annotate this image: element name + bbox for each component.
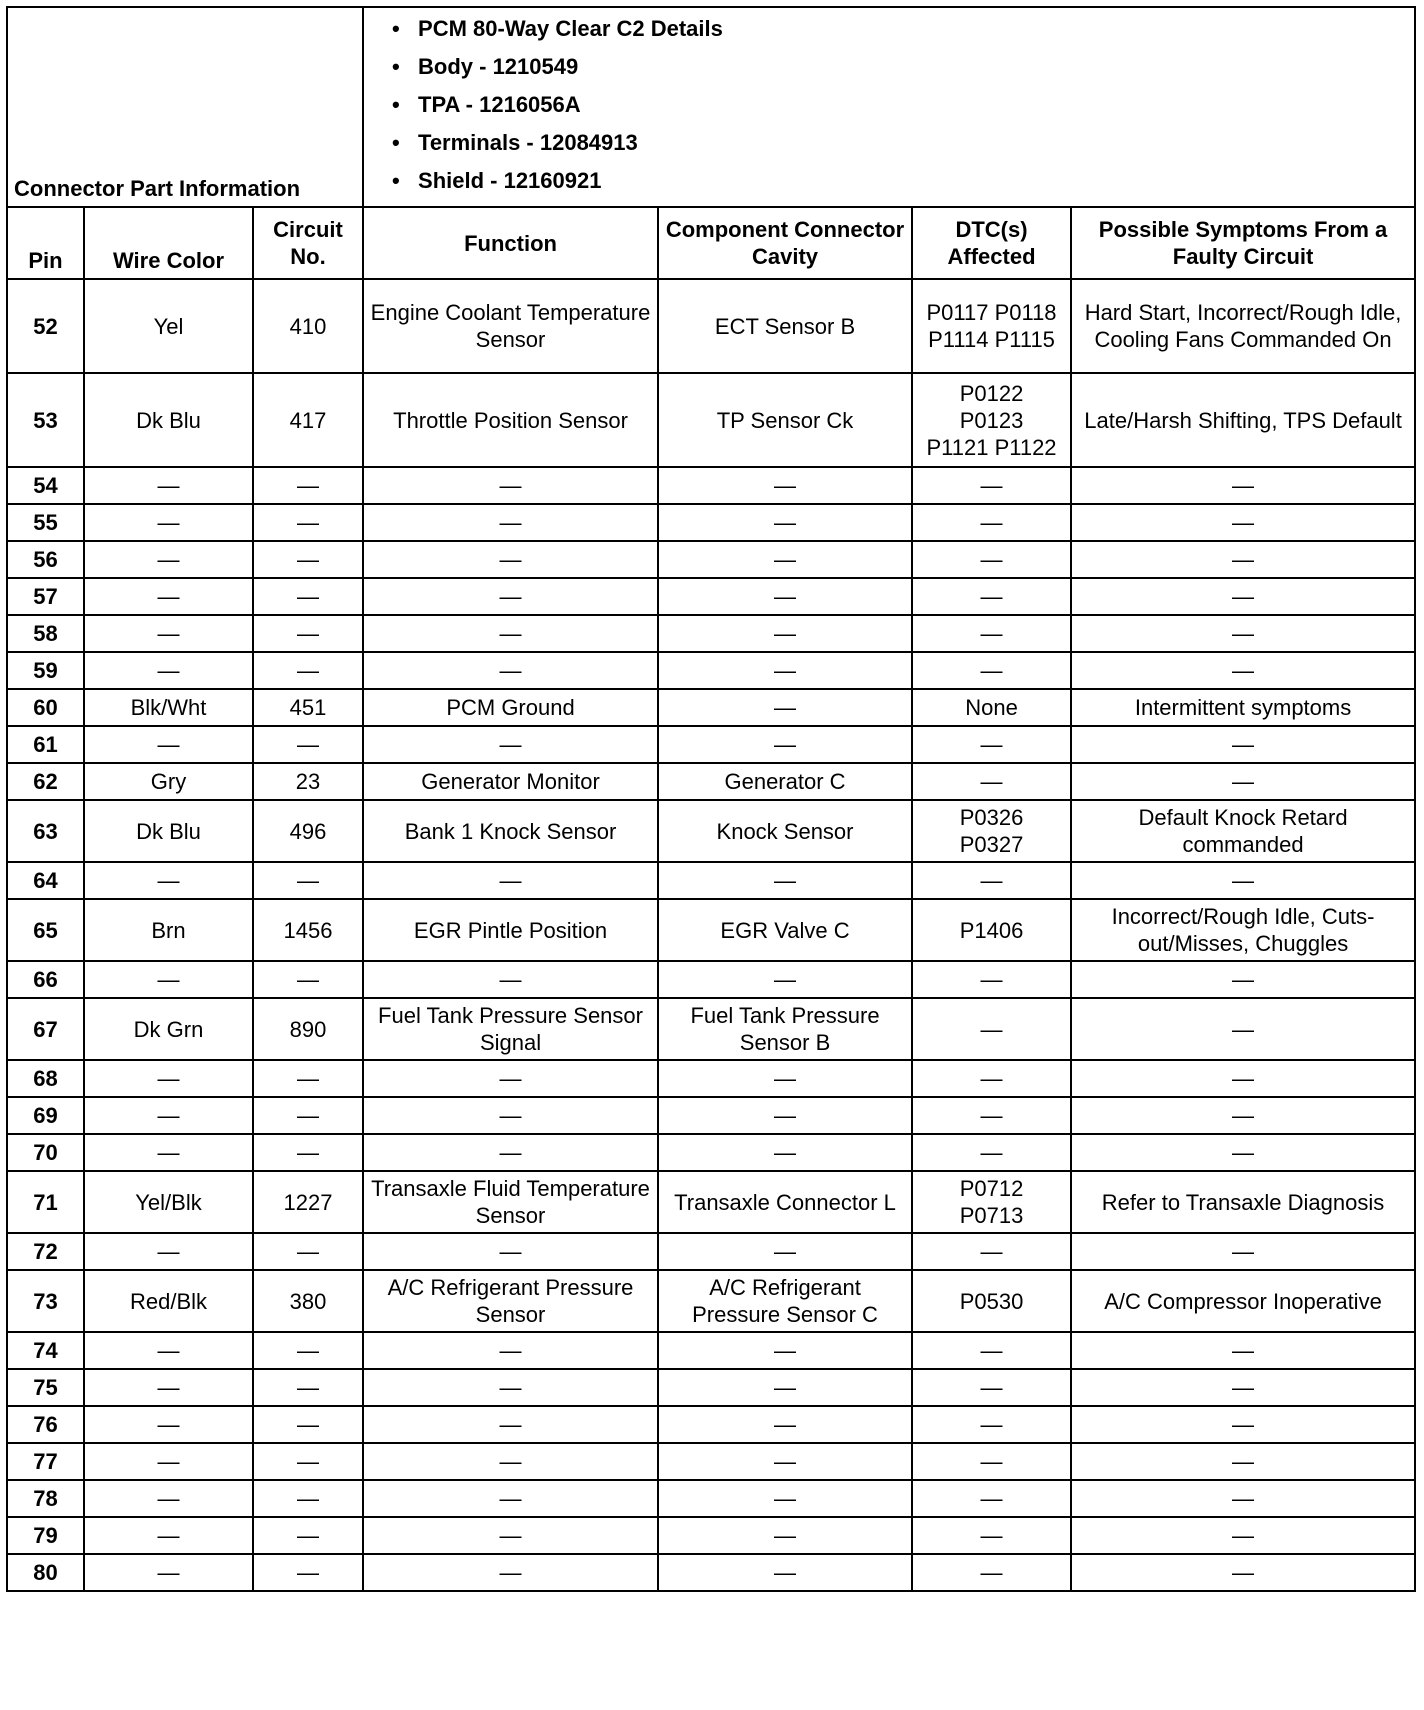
pin-cell: 67	[7, 998, 84, 1060]
wire-color-cell: Dk Blu	[84, 373, 253, 467]
dtcs-affected-cell	[912, 1517, 1071, 1554]
table-row	[7, 763, 1415, 800]
dtcs-affected-cell	[912, 1233, 1071, 1270]
dtc-code: —	[980, 769, 1003, 794]
dtcs-affected-cell	[912, 1332, 1071, 1369]
component-connector-cavity-cell: TP Sensor Ck	[658, 373, 912, 467]
circuit-no-cell: —	[253, 652, 363, 689]
component-connector-cavity-cell: —	[658, 652, 912, 689]
function-cell: —	[363, 467, 658, 504]
circuit-no-cell: 23	[253, 763, 363, 800]
function-cell: —	[363, 1097, 658, 1134]
pin-cell: 73	[7, 1270, 84, 1332]
wire-color-cell: Dk Blu	[84, 800, 253, 862]
col-header-pin: Pin	[7, 207, 84, 279]
part-detail-shield: • Shield - 12160921	[392, 164, 1414, 202]
dtc-code: P0117 P0118	[926, 300, 1057, 325]
function-cell: Transaxle Fluid Temperature Sensor	[363, 1171, 658, 1233]
wire-color-cell: —	[84, 541, 253, 578]
circuit-no-cell: —	[253, 467, 363, 504]
circuit-no-cell: 1227	[253, 1171, 363, 1233]
function-cell: —	[363, 652, 658, 689]
possible-symptoms-cell: —	[1071, 504, 1415, 541]
dtcs-affected-cell	[912, 652, 1071, 689]
component-connector-cavity-cell: A/C Refrigerant Pressure Sensor C	[658, 1270, 912, 1332]
pin-cell: 74	[7, 1332, 84, 1369]
wire-color-cell: —	[84, 961, 253, 998]
circuit-no-cell: —	[253, 1406, 363, 1443]
dtc-code: P0327	[959, 832, 1024, 857]
part-detail-body: • Body - 1210549	[392, 50, 1414, 88]
dtc-code: —	[980, 1066, 1003, 1091]
possible-symptoms-cell: —	[1071, 1097, 1415, 1134]
component-connector-cavity-cell: Generator C	[658, 763, 912, 800]
dtc-code: —	[980, 584, 1003, 609]
wire-color-cell: —	[84, 1134, 253, 1171]
dtc-code: —	[980, 1449, 1003, 1474]
wire-color-cell: Yel/Blk	[84, 1171, 253, 1233]
wire-color-cell: Red/Blk	[84, 1270, 253, 1332]
circuit-no-cell: 380	[253, 1270, 363, 1332]
dtc-code: P0530	[959, 1288, 1024, 1314]
table-row	[7, 504, 1415, 541]
table-row	[7, 1369, 1415, 1406]
wire-color-cell: —	[84, 1554, 253, 1591]
dtcs-affected-cell	[912, 373, 1071, 467]
circuit-no-cell: 451	[253, 689, 363, 726]
component-connector-cavity-cell: —	[658, 1332, 912, 1369]
col-header-wire-color: Wire Color	[84, 207, 253, 279]
circuit-no-cell: —	[253, 1097, 363, 1134]
possible-symptoms-cell: —	[1071, 1554, 1415, 1591]
connector-document	[6, 6, 1416, 1592]
dtc-code: —	[980, 658, 1003, 683]
pin-cell: 75	[7, 1369, 84, 1406]
dtcs-affected-cell	[912, 1369, 1071, 1406]
possible-symptoms-cell: —	[1071, 541, 1415, 578]
dtcs-affected-cell	[912, 1480, 1071, 1517]
pin-cell: 79	[7, 1517, 84, 1554]
function-cell: —	[363, 1480, 658, 1517]
possible-symptoms-cell: Refer to Transaxle Diagnosis	[1071, 1171, 1415, 1233]
function-cell: —	[363, 961, 658, 998]
pinout-rows	[7, 279, 1415, 1591]
dtcs-affected-cell	[912, 689, 1071, 726]
pin-cell: 78	[7, 1480, 84, 1517]
circuit-no-cell: —	[253, 1369, 363, 1406]
dtcs-affected-cell	[912, 862, 1071, 899]
function-cell: —	[363, 504, 658, 541]
dtcs-affected-cell	[912, 800, 1071, 862]
table-row	[7, 961, 1415, 998]
wire-color-cell: —	[84, 1480, 253, 1517]
dtc-code: P0712	[959, 1176, 1024, 1201]
table-row	[7, 689, 1415, 726]
component-connector-cavity-cell: —	[658, 615, 912, 652]
circuit-no-cell: —	[253, 615, 363, 652]
function-cell: —	[363, 1517, 658, 1554]
pin-cell: 69	[7, 1097, 84, 1134]
dtc-code: P0326	[959, 805, 1024, 830]
wire-color-cell: —	[84, 726, 253, 763]
possible-symptoms-cell: —	[1071, 1233, 1415, 1270]
pin-cell: 65	[7, 899, 84, 961]
possible-symptoms-cell: —	[1071, 615, 1415, 652]
wire-color-cell: —	[84, 467, 253, 504]
dtcs-affected-cell	[912, 998, 1071, 1060]
function-cell: —	[363, 578, 658, 615]
pin-cell: 63	[7, 800, 84, 862]
column-header-row	[7, 207, 1415, 279]
component-connector-cavity-cell: EGR Valve C	[658, 899, 912, 961]
table-row	[7, 1060, 1415, 1097]
wire-color-cell: Brn	[84, 899, 253, 961]
wire-color-cell: Yel	[84, 279, 253, 373]
function-cell: —	[363, 1406, 658, 1443]
possible-symptoms-cell: —	[1071, 1134, 1415, 1171]
table-row	[7, 615, 1415, 652]
possible-symptoms-cell: —	[1071, 578, 1415, 615]
pin-cell: 66	[7, 961, 84, 998]
component-connector-cavity-cell: —	[658, 1233, 912, 1270]
possible-symptoms-cell: —	[1071, 763, 1415, 800]
function-cell: —	[363, 726, 658, 763]
component-connector-cavity-cell: —	[658, 578, 912, 615]
circuit-no-cell: —	[253, 504, 363, 541]
dtc-code: P1121 P1122	[926, 434, 1057, 460]
possible-symptoms-cell: —	[1071, 998, 1415, 1060]
table-row	[7, 1554, 1415, 1591]
component-connector-cavity-cell: —	[658, 504, 912, 541]
component-connector-cavity-cell: —	[658, 1443, 912, 1480]
component-connector-cavity-cell: —	[658, 1406, 912, 1443]
circuit-no-cell: —	[253, 1060, 363, 1097]
function-cell: A/C Refrigerant Pressure Sensor	[363, 1270, 658, 1332]
circuit-no-cell: —	[253, 1332, 363, 1369]
circuit-no-cell: —	[253, 1480, 363, 1517]
wire-color-cell: Gry	[84, 763, 253, 800]
pin-cell: 76	[7, 1406, 84, 1443]
component-connector-cavity-cell: —	[658, 961, 912, 998]
circuit-no-cell: —	[253, 1134, 363, 1171]
possible-symptoms-cell: Late/Harsh Shifting, TPS Default	[1071, 373, 1415, 467]
part-details-list	[392, 12, 1414, 202]
col-header-possible-symptoms: Possible Symptoms From a Faulty Circuit	[1071, 207, 1415, 279]
dtc-code: —	[980, 1412, 1003, 1437]
function-cell: —	[363, 615, 658, 652]
pin-cell: 71	[7, 1171, 84, 1233]
pin-cell: 55	[7, 504, 84, 541]
table-row	[7, 279, 1415, 373]
component-connector-cavity-cell: —	[658, 1554, 912, 1591]
wire-color-cell: —	[84, 1097, 253, 1134]
pin-cell: 80	[7, 1554, 84, 1591]
circuit-no-cell: 417	[253, 373, 363, 467]
circuit-no-cell: —	[253, 578, 363, 615]
table-row	[7, 467, 1415, 504]
dtc-code: P0713	[959, 1203, 1024, 1228]
function-cell: —	[363, 1443, 658, 1480]
possible-symptoms-cell: —	[1071, 1480, 1415, 1517]
table-row	[7, 541, 1415, 578]
table-row	[7, 1171, 1415, 1233]
dtcs-affected-cell	[912, 1097, 1071, 1134]
component-connector-cavity-cell: —	[658, 541, 912, 578]
function-cell: PCM Ground	[363, 689, 658, 726]
wire-color-cell: —	[84, 504, 253, 541]
dtc-code: —	[980, 732, 1003, 757]
table-row	[7, 652, 1415, 689]
possible-symptoms-cell: Default Knock Retard commanded	[1071, 800, 1415, 862]
connector-part-info-details	[363, 7, 1415, 207]
function-cell: —	[363, 1233, 658, 1270]
pin-cell: 64	[7, 862, 84, 899]
component-connector-cavity-cell: —	[658, 689, 912, 726]
dtcs-affected-cell	[912, 279, 1071, 373]
pin-cell: 70	[7, 1134, 84, 1171]
wire-color-cell: Dk Grn	[84, 998, 253, 1060]
component-connector-cavity-cell: —	[658, 862, 912, 899]
component-connector-cavity-cell: —	[658, 467, 912, 504]
circuit-no-cell: 1456	[253, 899, 363, 961]
function-cell: —	[363, 1134, 658, 1171]
function-cell: —	[363, 1554, 658, 1591]
circuit-no-cell: —	[253, 541, 363, 578]
possible-symptoms-cell: Intermittent symptoms	[1071, 689, 1415, 726]
possible-symptoms-cell: A/C Compressor Inoperative	[1071, 1270, 1415, 1332]
dtcs-affected-cell	[912, 1443, 1071, 1480]
wire-color-cell: —	[84, 1233, 253, 1270]
pin-cell: 57	[7, 578, 84, 615]
pin-cell: 77	[7, 1443, 84, 1480]
possible-symptoms-cell: —	[1071, 652, 1415, 689]
table-row	[7, 1097, 1415, 1134]
component-connector-cavity-cell: —	[658, 1134, 912, 1171]
possible-symptoms-cell: —	[1071, 1406, 1415, 1443]
component-connector-cavity-cell: —	[658, 1097, 912, 1134]
possible-symptoms-cell: Hard Start, Incorrect/Rough Idle, Cooling Fans Commanded On	[1071, 279, 1415, 373]
component-connector-cavity-cell: —	[658, 726, 912, 763]
component-connector-cavity-cell: —	[658, 1369, 912, 1406]
table-row	[7, 800, 1415, 862]
wire-color-cell: Blk/Wht	[84, 689, 253, 726]
function-cell: —	[363, 1369, 658, 1406]
dtc-code: —	[980, 1140, 1003, 1165]
wire-color-cell: —	[84, 652, 253, 689]
possible-symptoms-cell: —	[1071, 467, 1415, 504]
dtcs-affected-cell	[912, 467, 1071, 504]
dtc-code: —	[980, 510, 1003, 535]
col-header-circuit-no: Circuit No.	[253, 207, 363, 279]
component-connector-cavity-cell: —	[658, 1480, 912, 1517]
possible-symptoms-cell: —	[1071, 1443, 1415, 1480]
wire-color-cell: —	[84, 1369, 253, 1406]
dtc-code: —	[980, 1239, 1003, 1264]
pin-cell: 68	[7, 1060, 84, 1097]
dtcs-affected-cell	[912, 1171, 1071, 1233]
component-connector-cavity-cell: ECT Sensor B	[658, 279, 912, 373]
circuit-no-cell: —	[253, 1233, 363, 1270]
connector-pinout-table	[6, 6, 1416, 1592]
possible-symptoms-cell: —	[1071, 1369, 1415, 1406]
possible-symptoms-cell: —	[1071, 1517, 1415, 1554]
circuit-no-cell: —	[253, 862, 363, 899]
table-row	[7, 578, 1415, 615]
table-row	[7, 1233, 1415, 1270]
col-header-function: Function	[363, 207, 658, 279]
possible-symptoms-cell: —	[1071, 862, 1415, 899]
dtc-code: —	[980, 967, 1003, 992]
circuit-no-cell: —	[253, 1517, 363, 1554]
dtcs-affected-cell	[912, 1134, 1071, 1171]
dtcs-affected-cell	[912, 899, 1071, 961]
table-row	[7, 1443, 1415, 1480]
dtc-code: —	[980, 868, 1003, 893]
pin-cell: 58	[7, 615, 84, 652]
table-row	[7, 1406, 1415, 1443]
pin-cell: 59	[7, 652, 84, 689]
table-row	[7, 373, 1415, 467]
function-cell: —	[363, 862, 658, 899]
dtc-code: P0123	[959, 407, 1024, 433]
wire-color-cell: —	[84, 1060, 253, 1097]
function-cell: Throttle Position Sensor	[363, 373, 658, 467]
dtcs-affected-cell	[912, 1406, 1071, 1443]
possible-symptoms-cell: Incorrect/Rough Idle, Cuts-out/Misses, Chuggles	[1071, 899, 1415, 961]
dtc-code: —	[980, 1486, 1003, 1511]
wire-color-cell: —	[84, 615, 253, 652]
connector-part-info-label: Connector Part Information	[7, 7, 363, 207]
function-cell: —	[363, 541, 658, 578]
component-connector-cavity-cell: —	[658, 1517, 912, 1554]
col-header-dtcs-affected: DTC(s) Affected	[912, 207, 1071, 279]
dtc-code: —	[980, 1016, 1003, 1042]
dtc-code: None	[965, 695, 1018, 720]
function-cell: Bank 1 Knock Sensor	[363, 800, 658, 862]
possible-symptoms-cell: —	[1071, 961, 1415, 998]
circuit-no-cell: —	[253, 1443, 363, 1480]
dtc-code: P0122	[959, 380, 1024, 406]
dtcs-affected-cell	[912, 578, 1071, 615]
wire-color-cell: —	[84, 1443, 253, 1480]
wire-color-cell: —	[84, 1406, 253, 1443]
col-header-component-connector-cavity: Component Connector Cavity	[658, 207, 912, 279]
dtcs-affected-cell	[912, 961, 1071, 998]
dtcs-affected-cell	[912, 1060, 1071, 1097]
dtcs-affected-cell	[912, 541, 1071, 578]
dtc-code: P1114 P1115	[928, 327, 1055, 352]
function-cell: Generator Monitor	[363, 763, 658, 800]
pin-cell: 61	[7, 726, 84, 763]
pin-cell: 72	[7, 1233, 84, 1270]
part-detail-terminals: • Terminals - 12084913	[392, 126, 1414, 164]
wire-color-cell: —	[84, 578, 253, 615]
component-connector-cavity-cell: Knock Sensor	[658, 800, 912, 862]
pin-cell: 54	[7, 467, 84, 504]
component-connector-cavity-cell: Fuel Tank Pressure Sensor B	[658, 998, 912, 1060]
part-detail-tpa: • TPA - 1216056A	[392, 88, 1414, 126]
possible-symptoms-cell: —	[1071, 726, 1415, 763]
table-row	[7, 1270, 1415, 1332]
table-row	[7, 726, 1415, 763]
dtcs-affected-cell	[912, 726, 1071, 763]
component-connector-cavity-cell: Transaxle Connector L	[658, 1171, 912, 1233]
dtc-code: —	[980, 473, 1003, 498]
dtc-code: —	[980, 1523, 1003, 1548]
function-cell: Engine Coolant Temperature Sensor	[363, 279, 658, 373]
table-row	[7, 998, 1415, 1060]
table-row	[7, 1332, 1415, 1369]
table-row	[7, 1517, 1415, 1554]
wire-color-cell: —	[84, 862, 253, 899]
dtc-code: —	[980, 547, 1003, 572]
dtc-code: P1406	[959, 917, 1024, 943]
dtcs-affected-cell	[912, 763, 1071, 800]
dtc-code: —	[980, 1375, 1003, 1400]
circuit-no-cell: —	[253, 726, 363, 763]
dtcs-affected-cell	[912, 504, 1071, 541]
dtcs-affected-cell	[912, 1270, 1071, 1332]
function-cell: EGR Pintle Position	[363, 899, 658, 961]
dtc-code: —	[980, 621, 1003, 646]
pin-cell: 62	[7, 763, 84, 800]
function-cell: —	[363, 1332, 658, 1369]
dtc-code: —	[980, 1560, 1003, 1585]
wire-color-cell: —	[84, 1332, 253, 1369]
table-row	[7, 1480, 1415, 1517]
table-row	[7, 1134, 1415, 1171]
connector-part-info-row	[7, 7, 1415, 207]
table-row	[7, 862, 1415, 899]
dtcs-affected-cell	[912, 615, 1071, 652]
function-cell: Fuel Tank Pressure Sensor Signal	[363, 998, 658, 1060]
possible-symptoms-cell: —	[1071, 1332, 1415, 1369]
possible-symptoms-cell: —	[1071, 1060, 1415, 1097]
component-connector-cavity-cell: —	[658, 1060, 912, 1097]
table-row	[7, 899, 1415, 961]
circuit-no-cell: 410	[253, 279, 363, 373]
part-detail-connector: • PCM 80-Way Clear C2 Details	[392, 12, 1414, 50]
pin-cell: 56	[7, 541, 84, 578]
pin-cell: 53	[7, 373, 84, 467]
dtcs-affected-cell	[912, 1554, 1071, 1591]
circuit-no-cell: 890	[253, 998, 363, 1060]
pin-cell: 60	[7, 689, 84, 726]
wire-color-cell: —	[84, 1517, 253, 1554]
circuit-no-cell: 496	[253, 800, 363, 862]
dtc-code: —	[980, 1338, 1003, 1363]
pin-cell: 52	[7, 279, 84, 373]
circuit-no-cell: —	[253, 1554, 363, 1591]
circuit-no-cell: —	[253, 961, 363, 998]
function-cell: —	[363, 1060, 658, 1097]
dtc-code: —	[980, 1103, 1003, 1128]
